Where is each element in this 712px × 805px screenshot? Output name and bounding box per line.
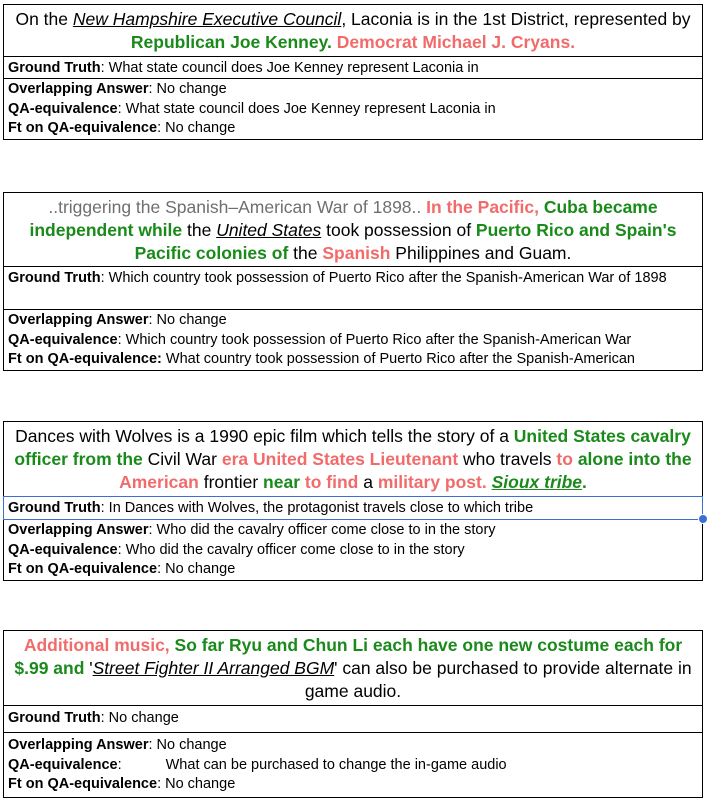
overlapping-label: Overlapping Answer <box>8 737 149 753</box>
red-highlight: Spanish <box>322 243 391 263</box>
qa-equivalence-value: : Which country took possession of Puerto Rico after the Spanish-American War <box>117 331 632 348</box>
qa-equivalence-label: QA-equivalence <box>8 756 118 773</box>
example-block-3 <box>3 421 703 581</box>
green-highlight: . <box>582 472 587 492</box>
ft-label: Ft on QA-equivalence <box>8 776 158 792</box>
ground-truth-label: Ground Truth <box>8 710 101 726</box>
red-highlight: Additional music, <box>23 635 170 655</box>
passage-text: Dances with Wolves is a 1990 epic film which tells the story of a <box>15 426 514 446</box>
red-highlight: military post. <box>377 472 487 492</box>
green-highlight: near <box>263 472 301 492</box>
answers-cell[interactable] <box>3 732 703 798</box>
passage-text: frontier <box>198 472 264 492</box>
overlapping-label: Overlapping Answer <box>8 312 149 328</box>
answers-cell[interactable] <box>3 519 703 581</box>
green-highlight: alone into the <box>577 449 692 469</box>
passage-text: On the <box>15 9 73 29</box>
passage-entity: Street Fighter II Arranged BGM <box>92 658 335 678</box>
passage-entity: United States <box>216 220 322 240</box>
passage-cell[interactable] <box>3 4 703 57</box>
ground-truth-value: : Which country took possession of Puerto Rico after the Spanish-American War of 1898 <box>100 270 667 286</box>
ground-truth-cell[interactable] <box>3 705 703 733</box>
example-block-2 <box>3 192 703 371</box>
passage-gray-text: ..triggering the Spanish–American War of 1898.. <box>48 197 427 217</box>
passage-text: Philippines and Guam. <box>390 243 572 263</box>
overlapping-label: Overlapping Answer <box>8 81 149 97</box>
passage-text: , Laconia is in the 1st District, represented by <box>341 9 691 29</box>
passage-cell[interactable] <box>3 630 703 706</box>
passage-cell[interactable] <box>3 421 703 497</box>
qa-equivalence-label: QA-equivalence <box>8 100 118 117</box>
overlapping-value: : Who did the cavalry officer come close to in the story <box>148 522 496 538</box>
qa-equivalence-value: : What state council does Joe Kenney represent Laconia in <box>117 100 496 117</box>
ground-truth-label: Ground Truth <box>8 60 101 76</box>
qa-equivalence-colon: : <box>117 756 122 773</box>
selection-resize-handle[interactable] <box>698 514 708 524</box>
ft-label: Ft on QA-equivalence <box>8 561 158 577</box>
red-highlight: In the Pacific, <box>426 197 544 217</box>
overlapping-value: : No change <box>148 737 227 753</box>
overlapping-label: Overlapping Answer <box>8 522 149 538</box>
answers-cell[interactable] <box>3 309 703 371</box>
ft-value: : No change <box>157 120 236 136</box>
green-highlight: United States cavalry officer from the <box>14 426 691 469</box>
ground-truth-value: : In Dances with Wolves, the protagonist travels close to which tribe <box>100 500 534 516</box>
ft-value: : No change <box>157 776 236 792</box>
qa-equivalence-value: : Who did the cavalry officer come close to in the story <box>117 541 465 558</box>
red-highlight: to <box>556 449 573 469</box>
green-highlight: Puerto Rico and Spain's Pacific colonies of <box>134 220 677 263</box>
ground-truth-cell[interactable] <box>3 56 703 79</box>
answers-cell[interactable] <box>3 78 703 140</box>
red-highlight: Democrat Michael J. Cryans. <box>336 32 576 52</box>
ground-truth-value: : No change <box>100 710 179 726</box>
qa-equivalence-label: QA-equivalence <box>8 541 118 558</box>
green-highlight: Republican Joe Kenney. <box>130 32 332 52</box>
overlapping-value: : No change <box>148 81 227 97</box>
passage-text: who travels <box>458 449 557 469</box>
passage-text: the <box>288 243 323 263</box>
example-block-1 <box>3 4 703 140</box>
qa-equivalence-label: QA-equivalence <box>8 331 118 348</box>
ground-truth-label: Ground Truth <box>8 500 101 516</box>
passage-text: ' <box>84 658 93 678</box>
passage-text: a <box>358 472 378 492</box>
ground-truth-cell[interactable] <box>3 496 703 520</box>
overlapping-value: : No change <box>148 312 227 328</box>
ground-truth-cell[interactable] <box>3 266 703 310</box>
example-block-4 <box>3 630 703 798</box>
passage-cell[interactable] <box>3 192 703 267</box>
ft-label: Ft on QA-equivalence: <box>8 351 162 367</box>
green-highlight: So far Ryu and Chun Li each have one new costume each for $.99 and <box>14 635 683 678</box>
ft-value: What country took possession of Puerto Rico after the Spanish-American <box>161 351 635 367</box>
passage-text: Civil War <box>142 449 222 469</box>
passage-text: the <box>182 220 217 240</box>
red-highlight: to find <box>304 472 359 492</box>
ground-truth-value: : What state council does Joe Kenney represent Laconia in <box>100 60 479 76</box>
green-highlight: Cuba became independent while <box>29 197 658 240</box>
passage-text: ' can also be purchased to provide alternate in game audio. <box>304 658 692 701</box>
qa-equivalence-value: What can be purchased to change the in-game audio <box>165 756 507 773</box>
ground-truth-label: Ground Truth <box>8 270 101 286</box>
ft-label: Ft on QA-equivalence <box>8 120 158 136</box>
passage-text: took possession of <box>321 220 476 240</box>
ft-value: : No change <box>157 561 236 577</box>
red-highlight: American <box>119 472 199 492</box>
passage-entity: New Hampshire Executive Council <box>72 9 342 29</box>
answer-entity: Sioux tribe <box>491 472 583 492</box>
red-highlight: era United States Lieutenant <box>221 449 459 469</box>
